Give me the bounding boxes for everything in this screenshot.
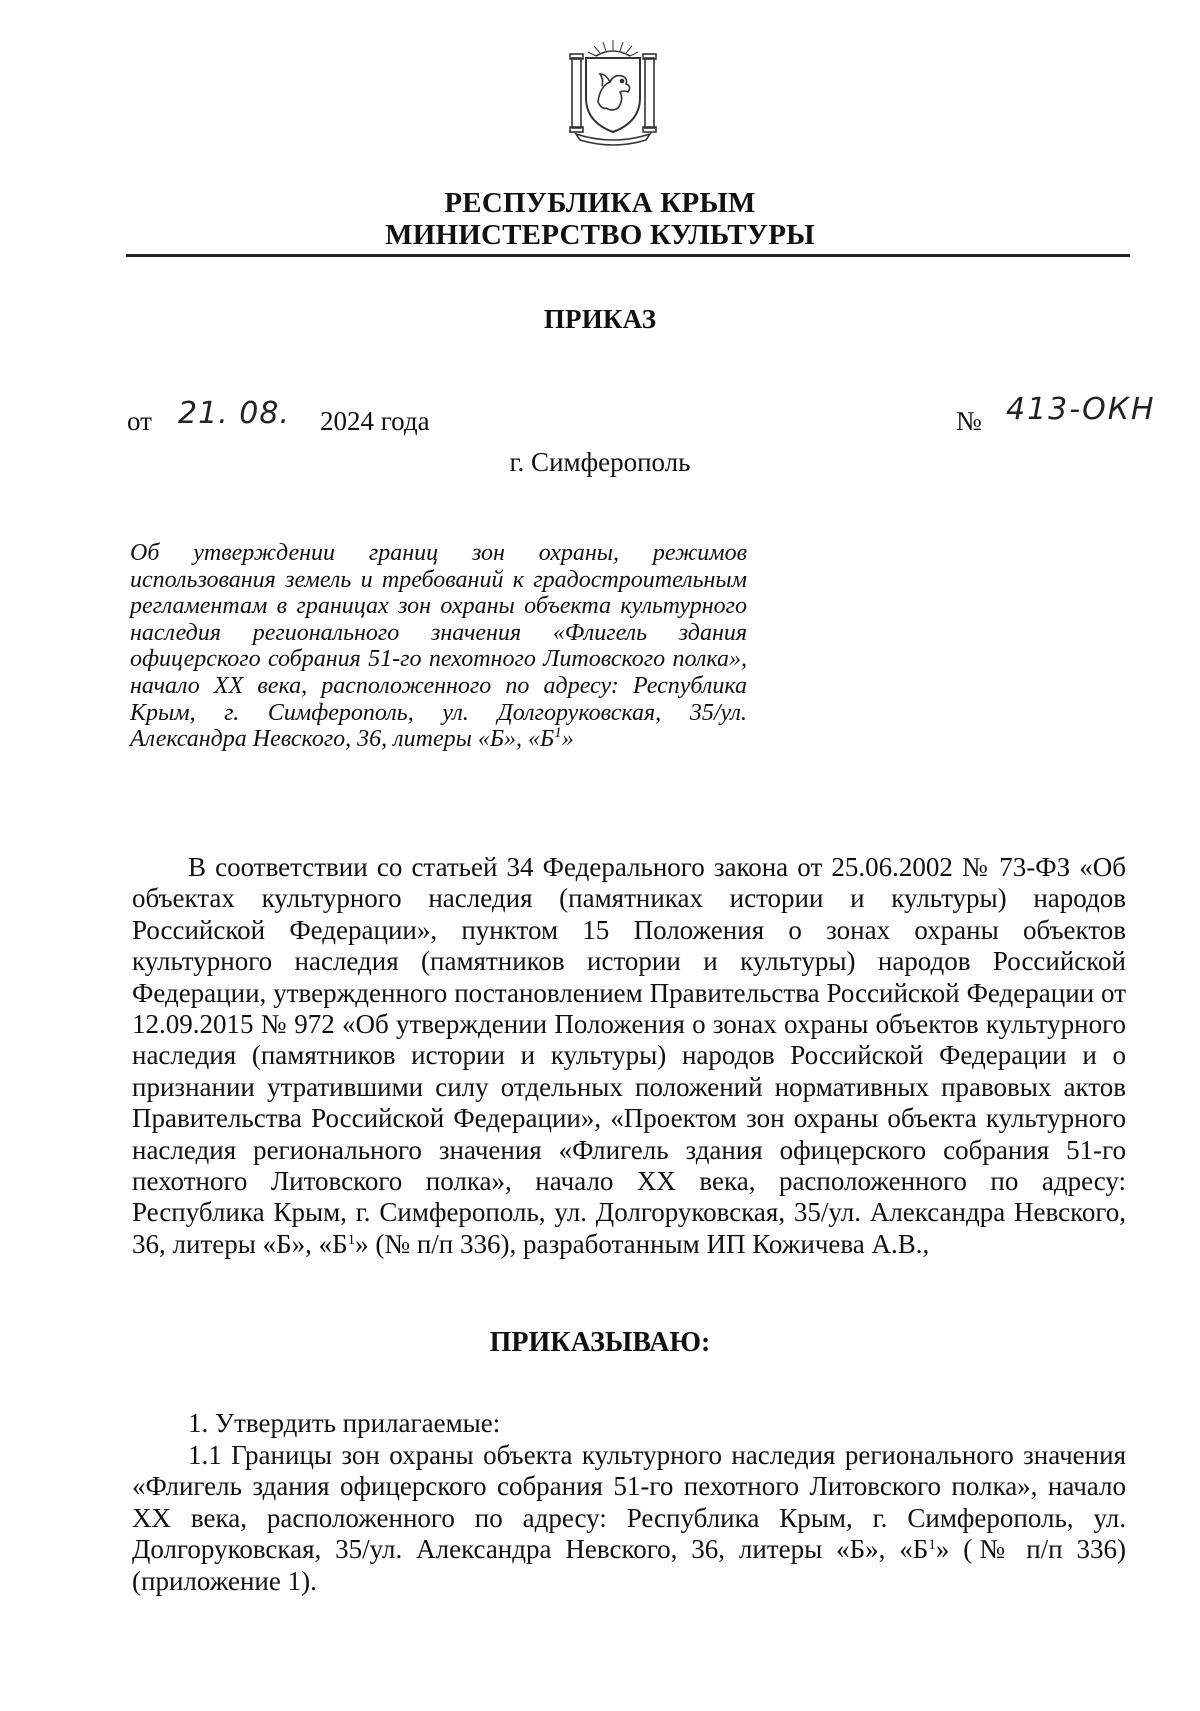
- republic-title: РЕСПУБЛИКА КРЫМ: [444, 187, 756, 219]
- item-1-1-text: 1.1 Границы зон охраны объекта культурного наследия регионального значения «Флигель здания офицерского собрания 51-го пехотного Литовского полка», начало XX века, расположенного по адресу: Республика Крым, г. Симферополь, ул. Долгоруковская, 35/ул. Александра Невского, 36, литеры «Б», «Б: [132, 1439, 1126, 1564]
- subject-text: Об утверждении границ зон охраны, режимов использования земель и требований к градостроительным регламентам в границах зон охраны объекта культурного наследия регионального значения «Флигель здания офицерского собрания 51-го пехотного Литовского полка», начало XX века, расположенного по адресу: Республика Крым, г. Симферополь, ул. Долгоруковская, 35/ул. Александра Невского, 36, литеры «Б», «Б: [130, 540, 747, 753]
- preamble-paragraph: [132, 852, 1126, 1260]
- order-subject: [130, 540, 747, 753]
- order-items: [132, 1408, 1126, 1597]
- preamble-superscript: 1: [347, 1231, 356, 1248]
- preamble-text-end: » (№ п/п 336), разработанным ИП Кожичева А.В.,: [355, 1228, 930, 1259]
- ministry-title: МИНИСТЕРСТВО КУЛЬТУРЫ: [385, 219, 815, 251]
- header-divider: [126, 254, 1130, 257]
- document-type-title: ПРИКАЗ: [543, 304, 657, 334]
- item-1-1-superscript: 1: [928, 1537, 936, 1553]
- handwritten-order-number: 413-ОКН: [1006, 392, 1156, 427]
- item-1: 1. Утвердить прилагаемые:: [188, 1408, 501, 1438]
- city-line: г. Симферополь: [509, 447, 691, 477]
- handwritten-date: 21. 08.: [178, 396, 290, 431]
- coat-of-arms-emblem: [558, 36, 668, 146]
- subject-closing-quote: »: [561, 726, 574, 753]
- date-prefix: от: [127, 406, 152, 436]
- preamble-text: В соответствии со статьей 34 Федерального закона от 25.06.2002 № 73-ФЗ «Об объектах культурного наследия (памятниках истории и культуры) народов Российской Федерации», пунктом 15 Положения о зонах охраны объектов культурного наследия (памятников истории и культуры) народов Российской Федерации, утвержденного постановлением Правительства Российской Федерации от 12.09.2015 № 972 «Об утверждении Положения о зонах охраны объектов культурного наследия (памятников истории и культуры) народов Российской Федерации и о признании утратившими силу отдельных положений нормативных правовых актов Правительства Российской Федерации», «Проектом зон охраны объекта культурного наследия регионального значения «Флигель здания офицерского собрания 51-го пехотного Литовского полка», начало XX века, расположенного по адресу: Республика Крым, г. Симферополь, ул. Долгоруковская, 35/ул. Александра Невского, 36, литеры «Б», «Б: [132, 852, 1126, 1259]
- order-directive-heading: ПРИКАЗЫВАЮ:: [489, 1327, 711, 1358]
- number-sign: №: [956, 406, 982, 436]
- item-1-1-text-end: » (№ п/п 336) (приложение 1).: [132, 1534, 1126, 1596]
- date-year: 2024 года: [320, 406, 430, 436]
- item-1-1: [132, 1440, 1126, 1598]
- subject-superscript: 1: [554, 725, 562, 742]
